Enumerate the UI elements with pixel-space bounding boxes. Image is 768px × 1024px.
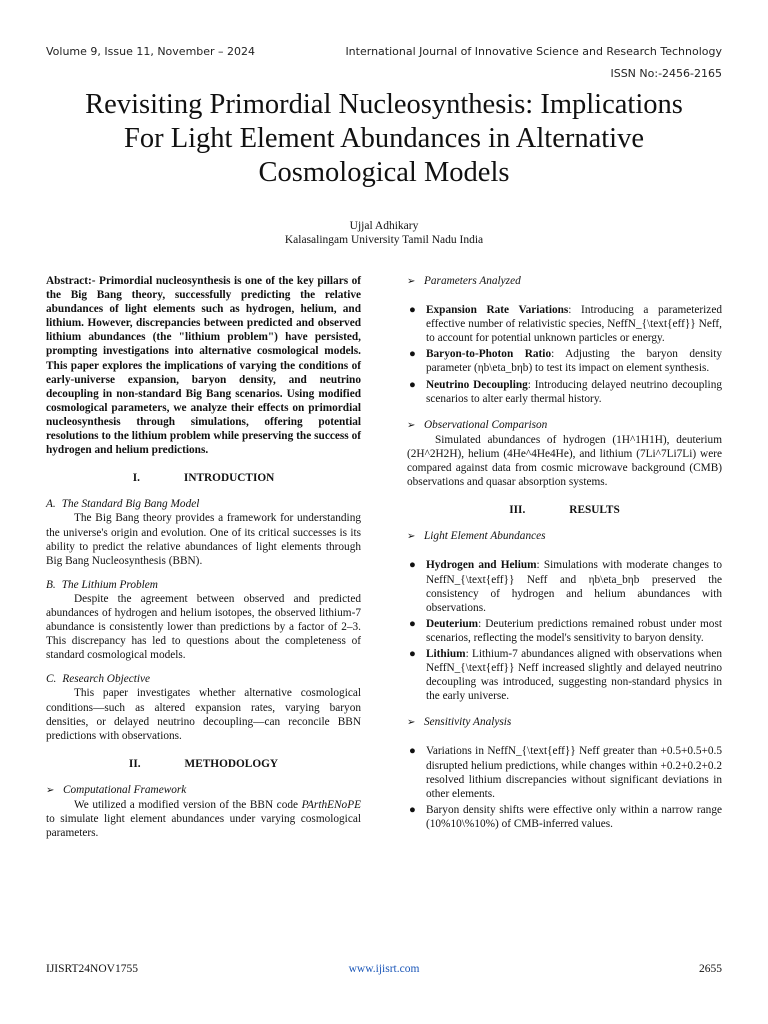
list-item — [407, 303, 722, 345]
bullet-icon: ● — [409, 803, 416, 816]
paragraph-computational-framework — [46, 798, 361, 840]
title-line: Cosmological Models — [258, 157, 510, 188]
text-run: to simulate light element abundances under varying cosmological parameters. — [46, 813, 361, 840]
paragraph-research-objective: This paper investigates whether alternative cosmological conditions—such as altered expansion rates, varying baryon densities, or delayed neutrino decoupling—can reconcile BBN predictions with observations. — [46, 687, 361, 742]
left-column — [46, 274, 361, 840]
section-number: I. — [132, 472, 140, 485]
paper-title — [40, 88, 728, 190]
list-item-text: : Deuterium predictions remained robust under most scenarios, reflecting the model's sensitivity to baryon density. — [426, 617, 722, 644]
list-item-text: : Simulations with moderate changes to NeffN_{\text{eff}} Neff and ηb\eta_bηb preserved the consistency of hydrogen and helium abundances with observations. — [426, 559, 722, 614]
list-item — [407, 744, 722, 800]
bullet-icon: ● — [409, 745, 416, 758]
arrow-bullet-icon: ➢ — [46, 784, 55, 796]
section-title: INTRODUCTION — [183, 472, 275, 485]
bullet-icon: ● — [409, 647, 416, 660]
list-item-term: Neutrino Decoupling — [426, 378, 528, 391]
paragraph-observational-comparison: Simulated abundances of hydrogen (1H^1H1H), deuterium (2H^2H2H), helium (4He^4He4He), and lithium (7Li^7Li7Li) were compared against data from cosmic microwave background (CMB) observations and quasar absorption systems. — [407, 433, 722, 489]
page-number: 2655 — [699, 963, 722, 975]
subheading-sensitivity-analysis — [407, 715, 722, 730]
section-number: II. — [128, 757, 141, 770]
subsection-title: The Lithium Problem — [61, 578, 158, 591]
bullet-icon: ● — [409, 559, 416, 572]
subsection-heading-lithium-problem — [46, 578, 361, 592]
list-item — [407, 347, 722, 375]
list-item — [407, 647, 722, 703]
subheading-title: Light Element Abundances — [424, 530, 546, 543]
journal-volume-issue: Volume 9, Issue 11, November – 2024 — [46, 45, 256, 58]
bullet-icon: ● — [409, 378, 416, 391]
author-affiliation: Kalasalingam University Tamil Nadu India — [284, 234, 484, 246]
list-item-term: Hydrogen and Helium — [426, 559, 537, 572]
paper-id: IJISRT24NOV1755 — [46, 963, 138, 975]
subheading-computational-framework — [46, 783, 361, 798]
title-line: Revisiting Primordial Nucleosynthesis: Implications — [85, 89, 683, 120]
subsection-title: The Standard Big Bang Model — [61, 498, 200, 511]
paragraph-lithium-problem: Despite the agreement between observed and predicted abundances of hydrogen and helium isotopes, the observed lithium-7 abundance is consistently lower than predictions by a factor of 2–3. This discrepancy has led to questions about the completeness of standard cosmological models. — [46, 592, 361, 662]
list-item-text: : Lithium-7 abundances aligned with observations when NeffN_{\text{eff}} Neff increased slightly and delayed neutrino decoupling was introduced, suggesting non-standard physics in the early universe. — [426, 647, 722, 703]
author-block — [0, 219, 768, 247]
title-line: For Light Element Abundances in Alternative — [123, 123, 644, 154]
subsection-letter: A. — [46, 498, 56, 511]
subheading-title: Observational Comparison — [424, 418, 548, 431]
right-column — [407, 274, 722, 833]
subheading-title: Computational Framework — [63, 783, 187, 796]
abstract: Abstract:- Primordial nucleosynthesis is one of the key pillars of the Big Bang theory, successfully predicting the relative abundances of light elements such as hydrogen, helium, and lithium. However, discrepancies between predicted and observed lithium abundances (the "lithium problem") have persisted, prompting investigations into alternative cosmological models. This paper explores the implications of varying the conditions of early-universe expansion, baryon density, and neutrino decoupling in non-standard Big Bang scenarios. Using modified cosmological parameters, we analyze their effects on primordial nucleosynthesis through simulations, offering potential resolutions to the lithium problem while preserving the success of hydrogen and helium predictions. — [46, 275, 361, 457]
subsection-heading-standard-model — [46, 497, 361, 511]
bullet-icon: ● — [409, 617, 416, 630]
paragraph-standard-model: The Big Bang theory provides a framework for understanding the universe's origin and evolution. One of its critical successes is its ability to predict the relative abundances of light elements through Big Bang Nucleosynthesis (BBN). — [46, 512, 361, 567]
list-item-text: : Introducing a parameterized effective number of relativistic species, NeffN_{\text{eff}} Neff, to account for potential unknown particles or energy. — [426, 304, 722, 345]
arrow-bullet-icon: ➢ — [407, 276, 416, 287]
section-heading-introduction — [46, 471, 361, 485]
subheading-light-element-abundances — [407, 529, 722, 544]
journal-website-link[interactable]: www.ijisrt.com — [348, 963, 420, 975]
list-item-term: Lithium — [426, 647, 466, 660]
section-heading-results — [407, 503, 722, 517]
list-item — [407, 803, 722, 831]
journal-name: International Journal of Innovative Science and Research Technology — [345, 45, 722, 58]
code-name: PArthENoPE — [301, 799, 361, 811]
subheading-parameters-analyzed — [407, 274, 722, 289]
issn: ISSN No:-2456-2165 — [610, 67, 722, 80]
section-title: RESULTS — [569, 504, 620, 517]
light-elements-list — [407, 558, 722, 703]
section-heading-methodology — [46, 757, 361, 771]
arrow-bullet-icon: ➢ — [407, 717, 416, 729]
list-item-term: Deuterium — [426, 617, 479, 630]
list-item — [407, 558, 722, 614]
subsection-heading-research-objective — [46, 672, 361, 686]
list-item — [407, 617, 722, 645]
list-item-text: Variations in NeffN_{\text{eff}} Neff greater than +0.5+0.5+0.5 disrupted helium predictions, while changes within +0.2+0.2+0.2 resolved lithium discrepancies without significant deviations in other elements. — [426, 745, 722, 800]
text-run: We utilized a modified version of the BBN code — [74, 799, 302, 811]
list-item-text: : Introducing delayed neutrino decoupling scenarios to alter early thermal history. — [426, 378, 722, 405]
list-item-text: Baryon density shifts were effective only within a narrow range (10%10\%10%) of CMB-inferred values. — [426, 803, 722, 830]
subheading-title: Parameters Analyzed — [424, 275, 521, 287]
subsection-title: Research Objective — [62, 673, 151, 686]
parameters-list — [407, 303, 722, 406]
list-item-term: Baryon-to-Photon Ratio — [426, 348, 552, 361]
section-title: METHODOLOGY — [184, 757, 279, 770]
subheading-observational-comparison — [407, 418, 722, 433]
arrow-bullet-icon: ➢ — [407, 531, 416, 543]
sensitivity-list — [407, 744, 722, 831]
arrow-bullet-icon: ➢ — [407, 419, 416, 431]
subsection-letter: B. — [46, 578, 56, 591]
author-name: Ujjal Adhikary — [349, 220, 419, 232]
subheading-title: Sensitivity Analysis — [424, 716, 512, 729]
bullet-icon: ● — [409, 348, 416, 361]
bullet-icon: ● — [409, 304, 416, 317]
list-item-text: : Adjusting the baryon density parameter (ηb\eta_bηb) to test its impact on element synthesis. — [426, 348, 723, 375]
section-number: III. — [509, 504, 526, 517]
subsection-letter: C. — [46, 673, 57, 686]
list-item-term: Expansion Rate Variations — [426, 304, 569, 317]
list-item — [407, 378, 722, 406]
